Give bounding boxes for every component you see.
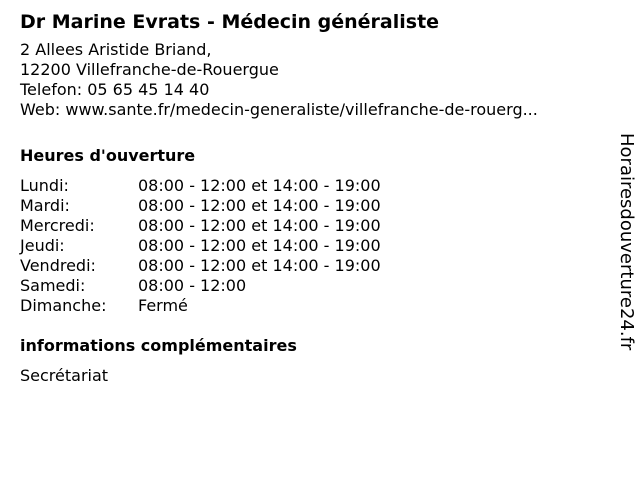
opening-hours-heading: Heures d'ouverture <box>20 146 196 165</box>
page-title: Dr Marine Evrats - Médecin généraliste <box>20 11 440 33</box>
time-range: 08:00 - 12:00 et 14:00 - 19:00 <box>138 216 381 235</box>
time-range: 08:00 - 12:00 et 14:00 - 19:00 <box>138 256 381 275</box>
day-label: Mercredi: <box>20 216 95 235</box>
phone-number: Telefon: 05 65 45 14 40 <box>20 80 210 99</box>
hours-row-saturday <box>20 276 381 296</box>
day-label: Vendredi: <box>20 256 96 275</box>
opening-hours-table <box>20 176 381 316</box>
additional-info-heading: informations complémentaires <box>20 336 297 355</box>
hours-row-wednesday <box>20 216 381 236</box>
hours-row-friday <box>20 256 381 276</box>
site-watermark: Horairesdouverture24.fr <box>616 133 637 351</box>
additional-info-text: Secrétariat <box>20 366 109 385</box>
hours-row-thursday <box>20 236 381 256</box>
day-label: Jeudi: <box>20 236 65 255</box>
day-label: Dimanche: <box>20 296 107 315</box>
time-range: 08:00 - 12:00 et 14:00 - 19:00 <box>138 196 381 215</box>
website-link[interactable]: Web: www.sante.fr/medecin-generaliste/villefranche-de-rouerg... <box>20 100 538 119</box>
time-range: 08:00 - 12:00 et 14:00 - 19:00 <box>138 176 381 195</box>
contact-block <box>20 40 600 120</box>
time-range: Fermé <box>138 296 188 315</box>
day-label: Samedi: <box>20 276 86 295</box>
hours-row-monday <box>20 176 381 196</box>
hours-row-sunday <box>20 296 381 316</box>
listing-card <box>20 8 600 386</box>
hours-row-tuesday <box>20 196 381 216</box>
day-label: Lundi: <box>20 176 69 195</box>
day-label: Mardi: <box>20 196 70 215</box>
address-line-1: 2 Allees Aristide Briand, <box>20 40 212 59</box>
time-range: 08:00 - 12:00 et 14:00 - 19:00 <box>138 236 381 255</box>
time-range: 08:00 - 12:00 <box>138 276 247 295</box>
address-line-2: 12200 Villefranche-de-Rouergue <box>20 60 279 79</box>
